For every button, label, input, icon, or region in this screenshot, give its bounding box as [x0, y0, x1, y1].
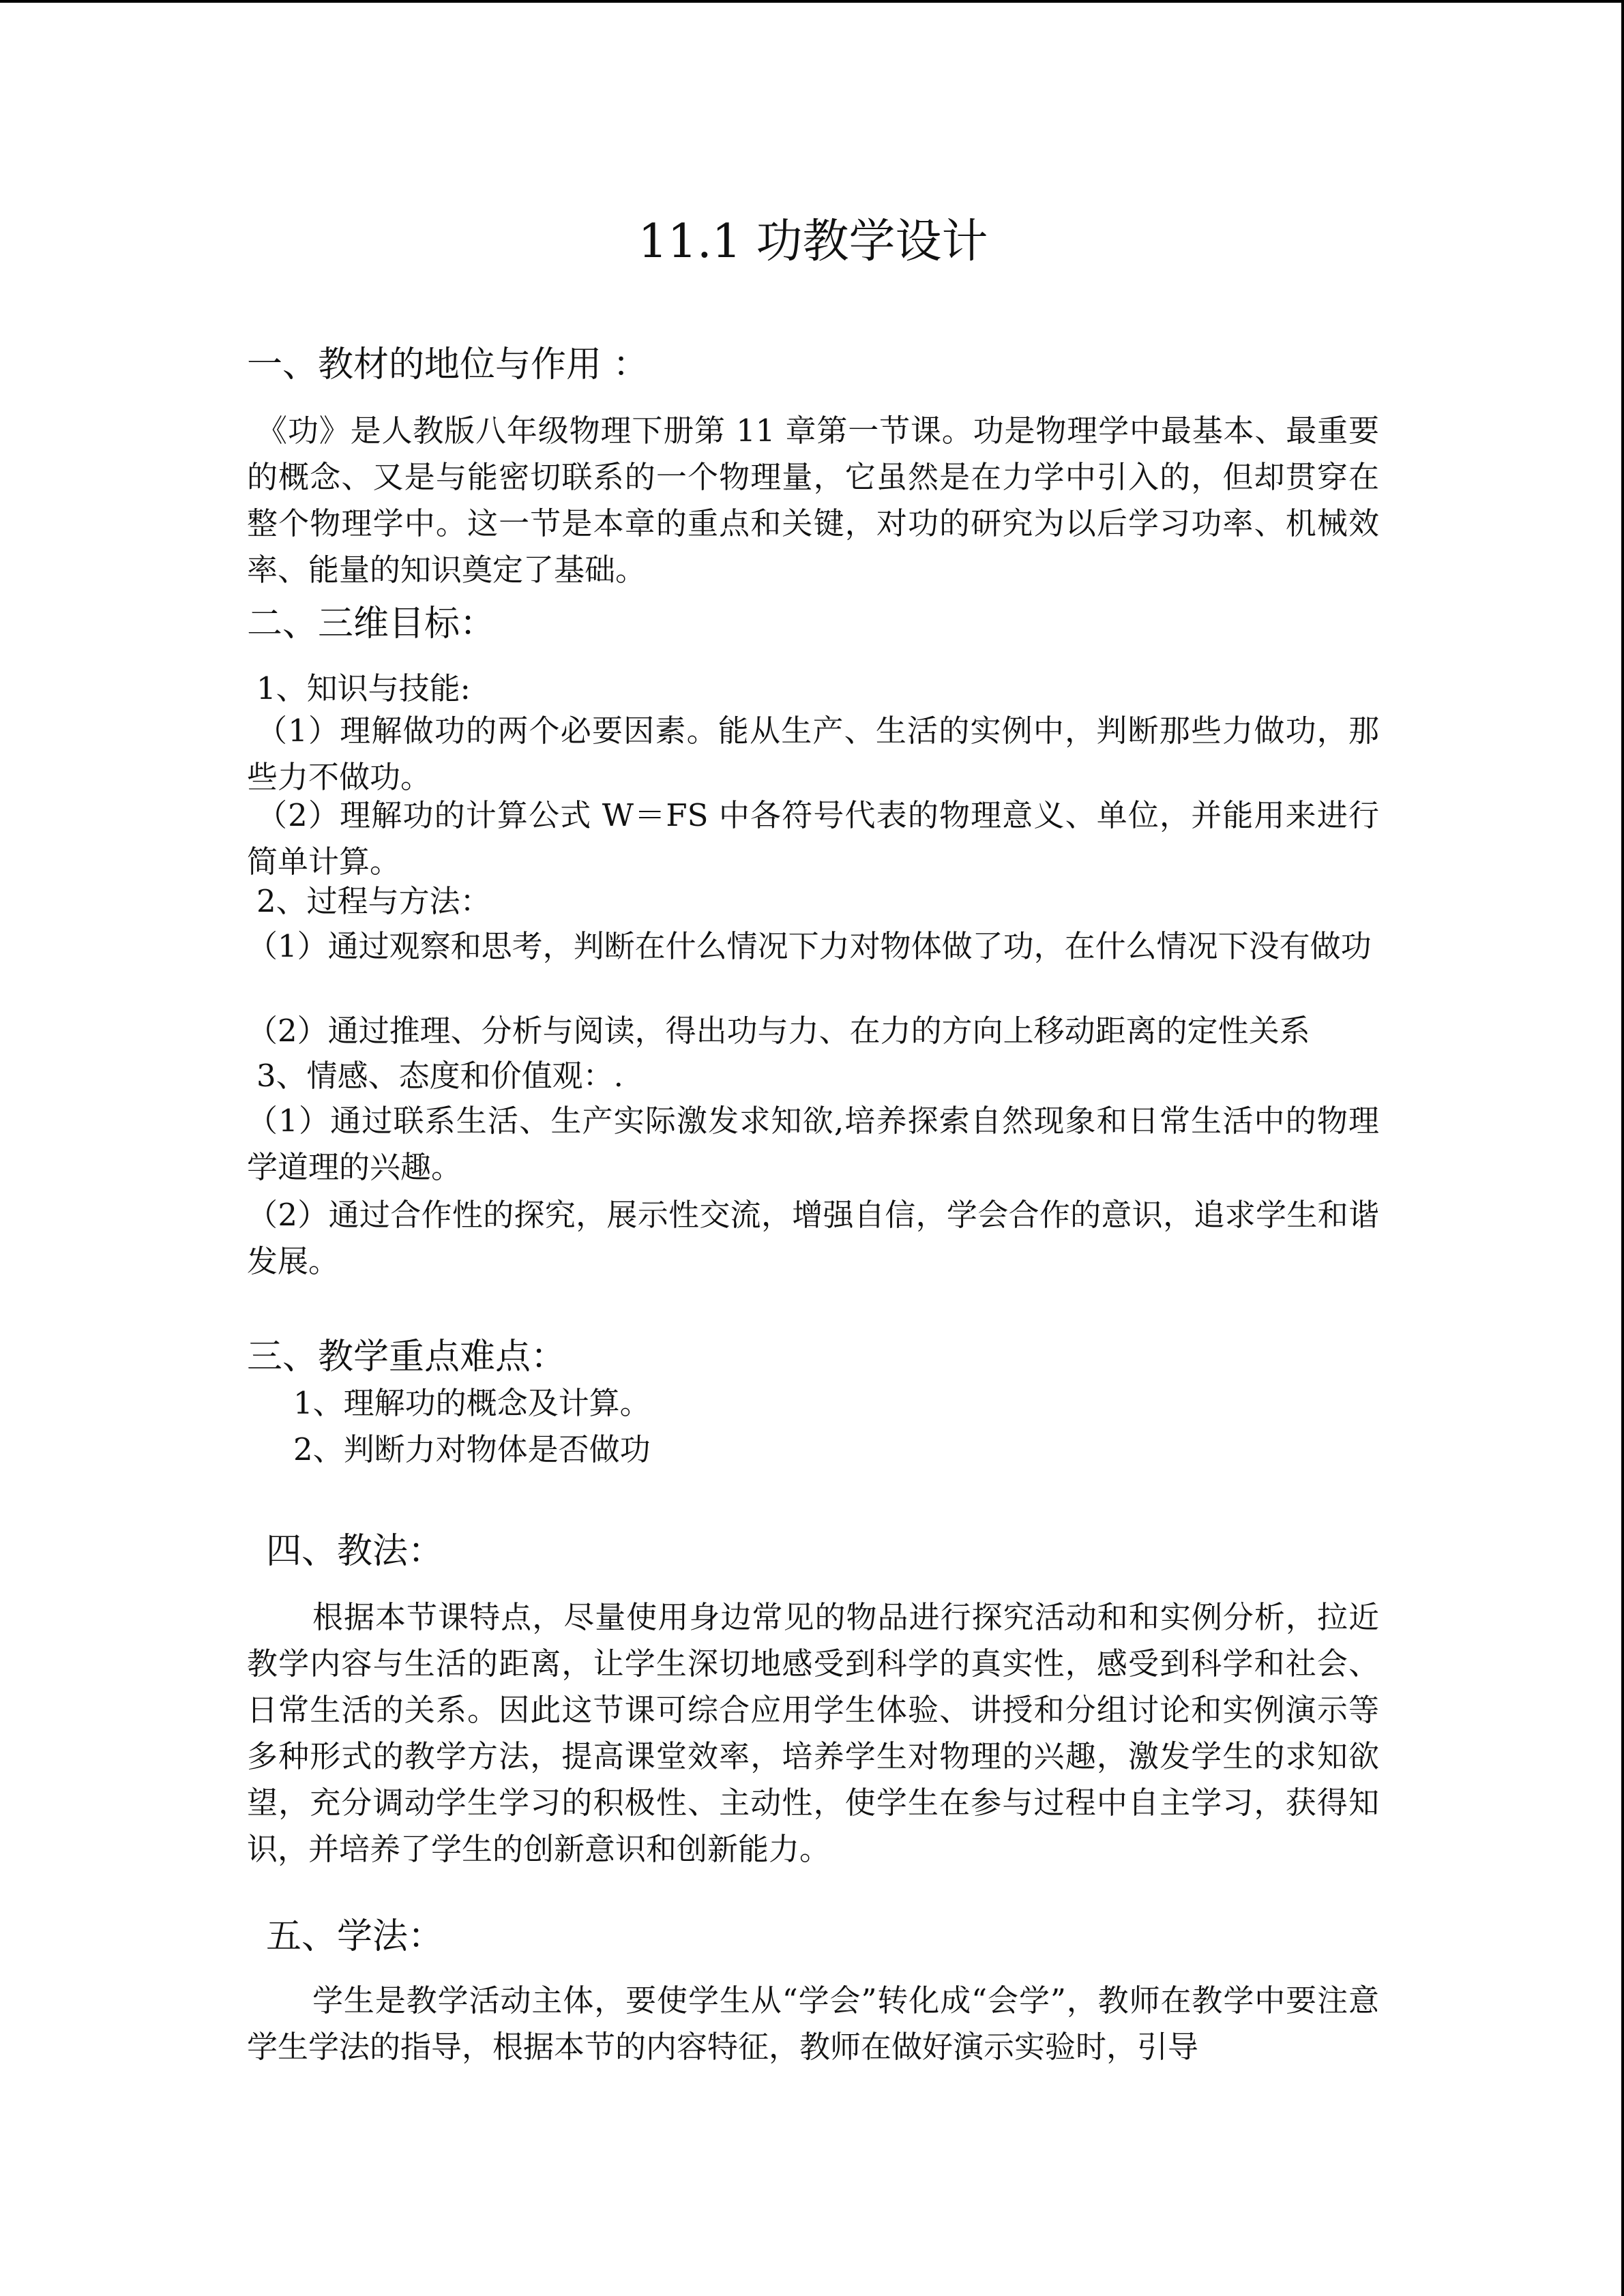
process-method-title: 2、过程与方法： [256, 883, 491, 919]
process-item-1: （1）通过观察和思考，判断在什么情况下力对物体做了功，在什么情况下没有做功 [247, 928, 1372, 964]
knowledge-item-2: （2）理解功的计算公式 W＝FS 中各符号代表的物理意义、单位，并能用来进行简单计算。 [247, 797, 1379, 880]
section-5-body: 学生是教学活动主体，要使学生从“学会”转化成“会学”，教师在教学中要注意学生学法的指导，根据本节的内容特征，教师在做好演示实验时，引导 [247, 1982, 1379, 2065]
knowledge-skills-title: 1、知识与技能: [256, 670, 471, 706]
emotion-item-2: （2）通过合作性的探究，展示性交流，增强自信，学会合作的意识，追求学生和谐发展。 [247, 1197, 1379, 1279]
page-border-right [1621, 0, 1624, 2296]
page-border-top [0, 0, 1624, 3]
emotion-item-1: （1）通过联系生活、生产实际激发求知欲,培养探索自然现象和日常生活中的物理学道理的兴趣。 [247, 1103, 1379, 1185]
section-3-heading: 三、教学重点难点： [247, 1337, 567, 1377]
key-point-1: 1、理解功的概念及计算。 [293, 1385, 651, 1421]
section-4-body: 根据本节课特点，尽量使用身边常见的物品进行探究活动和和实例分析，拉近教学内容与生活的距离，让学生深切地感受到科学的真实性，感受到科学和社会、日常生活的关系。因此这节课可综合应用学生体验、讲授和分组讨论和实例演示等多种形式的教学方法，提高课堂效率，培养学生对物理的兴趣，激发学生的求知欲望，充分调动学生学习的积极性、主动性，使学生在参与过程中自主学习，获得知识，并培养了学生的创新意识和创新能力。 [247, 1599, 1379, 1867]
section-1-body: 《功》是人教版八年级物理下册第 11 章第一节课。功是物理学中最基本、最重要的概念、又是与能密切联系的一个物理量，它虽然是在力学中引入的，但却贯穿在整个物理学中。这一节是本章的重点和关键，对功的研究为以后学习功率、机械效率、能量的知识奠定了基础。 [247, 413, 1379, 588]
section-1-heading: 一、教材的地位与作用 ： [247, 344, 649, 385]
section-5-heading: 五、学法： [266, 1916, 444, 1957]
document-title: 11.1 功教学设计 [638, 215, 988, 269]
knowledge-item-1: （1）理解做功的两个必要因素。能从生产、生活的实例中，判断那些力做功，那些力不做功。 [247, 713, 1379, 795]
process-item-2: （2）通过推理、分析与阅读，得出功与力、在力的方向上移动距离的定性关系 [247, 1013, 1310, 1049]
section-4-heading: 四、教法： [266, 1531, 444, 1572]
section-2-heading: 二、三维目标： [247, 603, 496, 644]
emotion-values-title: 3、情感、态度和价值观：. [256, 1058, 623, 1094]
key-point-2: 2、判断力对物体是否做功 [293, 1431, 651, 1467]
